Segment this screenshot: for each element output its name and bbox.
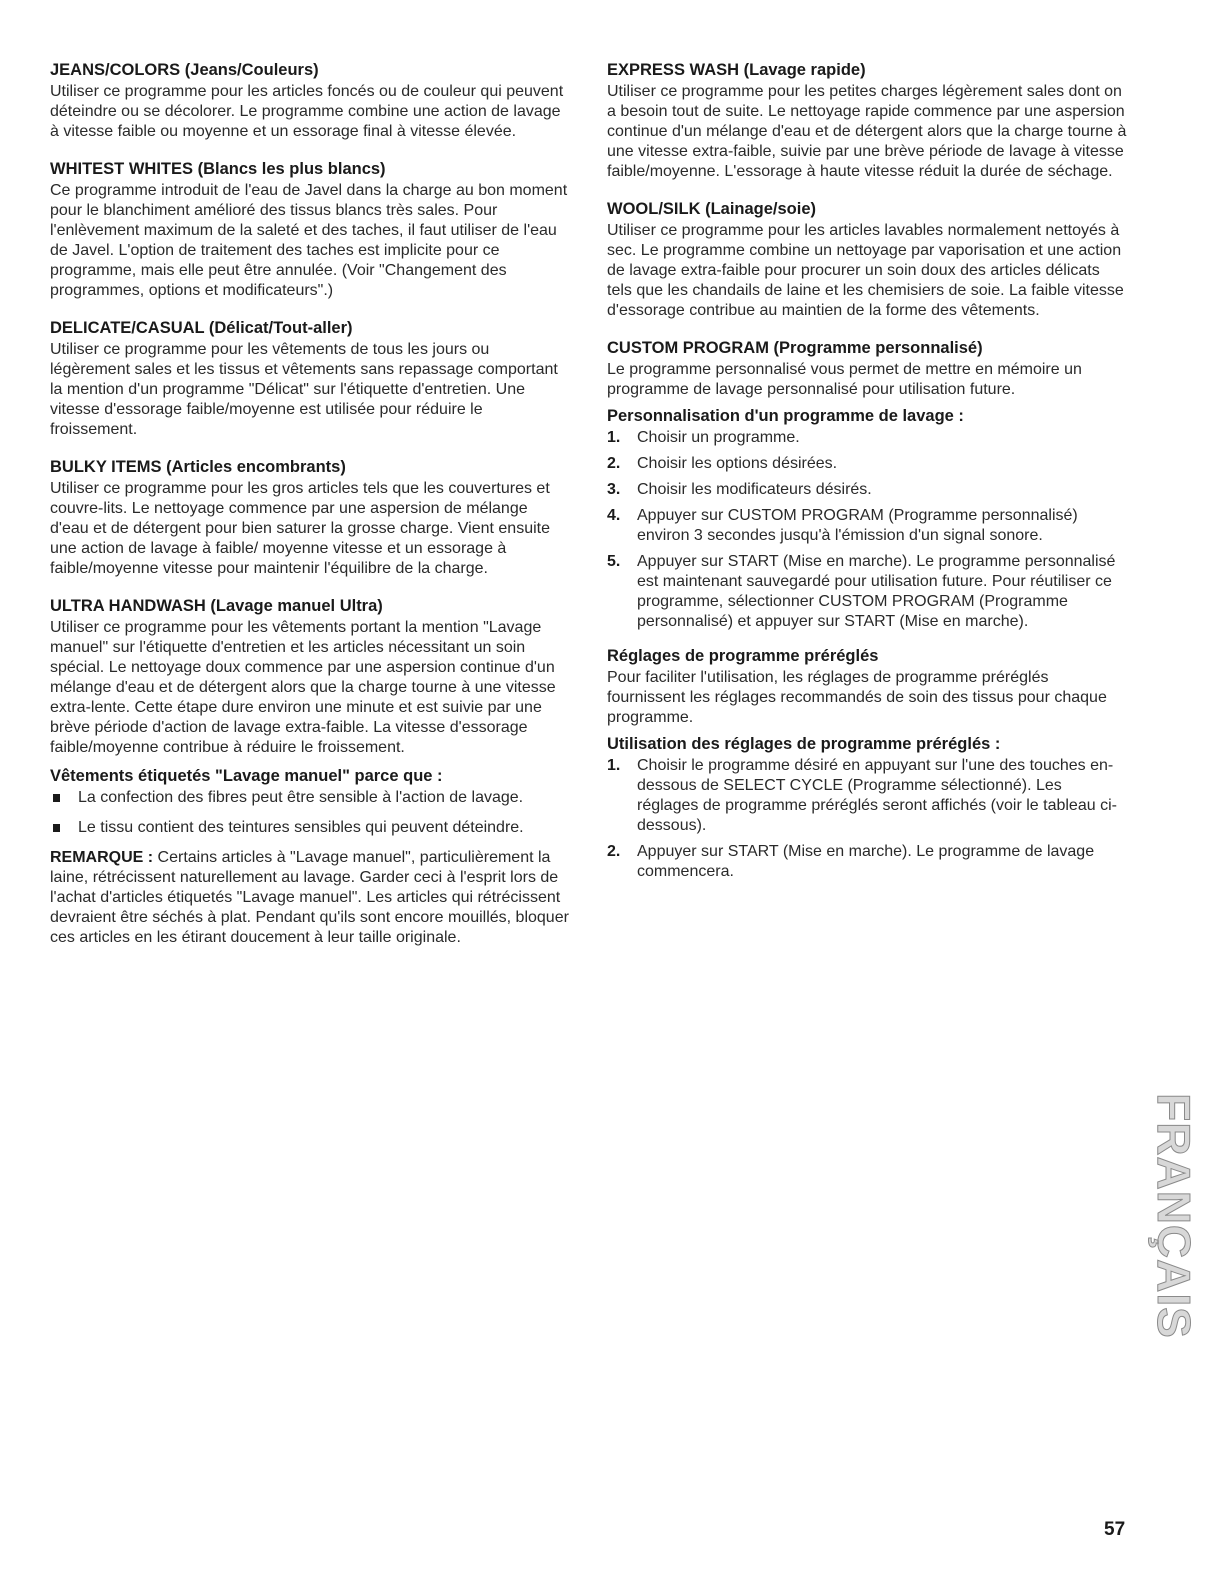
step-text: Choisir le programme désiré en appuyant sur l'une des touches en-dessous de SELECT CYCLE (Programme sélectionné). Les réglages de programme préréglés seront affichés (voir le tableau ci-dessous). (637, 757, 1117, 834)
step-number: 2. (607, 843, 621, 860)
step-text: Choisir les modificateurs désirés. (637, 481, 872, 498)
personnalisation-heading: Personnalisation d'un programme de lavage : (607, 407, 964, 425)
list-item (50, 818, 570, 838)
step-number: 1. (607, 429, 621, 446)
section-body: Utiliser ce programme pour les vêtements de tous les jours ou légèrement sales et les tissus et vêtements sans repassage comportant la mention d'un programme "Délicat" sur l'étiquette d'entretien. Une vitesse d'essorage faible/moyenne est utilisée pour réduire le froissement. (50, 341, 558, 438)
section-delicate-casual (50, 318, 570, 440)
step-text: Appuyer sur CUSTOM PROGRAM (Programme personnalisé) environ 3 secondes jusqu'à l'émission d'un signal sonore. (637, 507, 1078, 544)
step-text: Appuyer sur START (Mise en marche). Le programme de lavage commencera. (637, 843, 1095, 880)
step-text: Choisir les options désirées. (637, 455, 838, 472)
section-body: Pour faciliter l'utilisation, les réglages de programme préréglés fournissent les réglages recommandés de soin des tissus pour chaque programme. (607, 669, 1107, 726)
section-reglages (607, 646, 1127, 728)
section-body: Le programme personnalisé vous permet de mettre en mémoire un programme de lavage personnalisé pour utilisation future. (607, 361, 1082, 398)
section-title: WOOL/SILK (Lainage/soie) (607, 200, 817, 218)
list-item (607, 480, 1127, 500)
section-body: Utiliser ce programme pour les petites charges légèrement sales dont on a besoin tout de suite. Le nettoyage rapide commence par une aspersion continue d'un mélange d'eau et de détergent alors que la charge tourne à une vitesse extra-faible, suivie par une brève période de lavage à vitesse faible/moyenne. L'essorage à haute vitesse réduit la durée de séchage. (607, 83, 1127, 180)
list-item (607, 454, 1127, 474)
step-number: 3. (607, 481, 621, 498)
utilisation-steps (607, 756, 1127, 882)
remark-body: Certains articles à "Lavage manuel", particulièrement la laine, rétrécissent naturellement au lavage. Garder ceci à l'esprit lors de l'achat d'articles étiquetés "Lavage manuel". Les articles qui rétrécissent devraient être séchés à plat. Pendant qu'ils sont encore mouillés, bloquer ces articles en les étirant doucement à leur taille originale. (50, 849, 569, 946)
list-item-text: La confection des fibres peut être sensible à l'action de lavage. (78, 789, 524, 806)
section-title: CUSTOM PROGRAM (Programme personnalisé) (607, 339, 983, 357)
list-item (607, 506, 1127, 546)
right-column (607, 60, 1127, 888)
section-title: BULKY ITEMS (Articles encombrants) (50, 458, 346, 476)
list-item (50, 788, 570, 808)
list-item (607, 756, 1127, 836)
left-column (50, 60, 570, 948)
step-text: Appuyer sur START (Mise en marche). Le programme personnalisé est maintenant sauvegardé pour utilisation future. Pour réutiliser ce programme, sélectionner CUSTOM PROGRAM (Programme personnalisé) et appuyer sur START (Mise en marche). (637, 553, 1116, 630)
step-text: Choisir un programme. (637, 429, 800, 446)
language-label: FRANÇAIS (1148, 1093, 1201, 1339)
section-jeans-colors (50, 60, 570, 142)
bullet-icon (53, 824, 60, 832)
section-whitest-whites (50, 159, 570, 301)
page-number: 57 (1104, 1519, 1126, 1540)
section-wool-silk (607, 199, 1127, 321)
personnalisation-steps (607, 428, 1127, 632)
section-title: JEANS/COLORS (Jeans/Couleurs) (50, 61, 319, 79)
section-title: DELICATE/CASUAL (Délicat/Tout-aller) (50, 319, 353, 337)
step-number: 2. (607, 455, 621, 472)
section-title: Réglages de programme préréglés (607, 647, 879, 665)
list-item (607, 552, 1127, 632)
remark-paragraph (50, 848, 570, 948)
step-number: 1. (607, 757, 621, 774)
section-custom-program (607, 338, 1127, 400)
vetements-bullet-list (50, 788, 570, 838)
section-ultra-handwash (50, 596, 570, 758)
list-item-text: Le tissu contient des teintures sensibles qui peuvent déteindre. (78, 819, 524, 836)
step-number: 4. (607, 507, 621, 524)
list-item (607, 428, 1127, 448)
section-body: Ce programme introduit de l'eau de Javel dans la charge au bon moment pour le blanchiment amélioré des tissus blancs très sales. Pour l'enlèvement maximum de la saleté et des taches, il faut utiliser de l'eau de Javel. L'option de traitement des taches est implicite pour ce programme, mais elle peut être annulée. (Voir "Changement des programmes, options et modificateurs".) (50, 182, 568, 299)
remark-label: REMARQUE : (50, 849, 154, 866)
section-body: Utiliser ce programme pour les gros articles tels que les couvertures et couvre-lits. Le nettoyage commence par une aspersion de mélange d'eau et de détergent pour bien saturer la grosse charge. Vient ensuite une action de lavage à faible/ moyenne vitesse et un essorage à faible/moyenne vitesse pour maintenir l'équilibre de la charge. (50, 480, 550, 577)
section-title: ULTRA HANDWASH (Lavage manuel Ultra) (50, 597, 383, 615)
bullet-icon (53, 794, 60, 802)
section-title: EXPRESS WASH (Lavage rapide) (607, 61, 866, 79)
section-body: Utiliser ce programme pour les articles foncés ou de couleur qui peuvent déteindre ou se décolorer. Le programme combine une action de lavage à vitesse faible ou moyenne et un essorage final à vitesse élevée. (50, 83, 564, 140)
section-body: Utiliser ce programme pour les vêtements portant la mention "Lavage manuel" sur l'étiquette d'entretien et les articles nécessitant un soin spécial. Le nettoyage doux commence par une aspersion continue d'un mélange d'eau et de détergent alors que la charge tourne à une vitesse extra-lente. Cette étape dure environ une minute et est suivie par une brève période d'action de lavage extra-faible. La vitesse d'essorage faible/moyenne contribue à réduire le froissement. (50, 619, 556, 756)
section-body: Utiliser ce programme pour les articles lavables normalement nettoyés à sec. Le programme combine un nettoyage par vaporisation et une action de lavage extra-faible pour procurer un soin doux des articles délicats tels que les chandails de laine et les chemisiers de soie. La faible vitesse d'essorage contribue au maintien de la forme des vêtements. (607, 222, 1124, 319)
section-title: WHITEST WHITES (Blancs les plus blancs) (50, 160, 386, 178)
vetements-heading: Vêtements étiquetés "Lavage manuel" parce que : (50, 767, 443, 785)
list-item (607, 842, 1127, 882)
step-number: 5. (607, 553, 621, 570)
utilisation-heading: Utilisation des réglages de programme préréglés : (607, 735, 1001, 753)
section-express-wash (607, 60, 1127, 182)
language-side-tab (1148, 1085, 1200, 1347)
section-bulky-items (50, 457, 570, 579)
